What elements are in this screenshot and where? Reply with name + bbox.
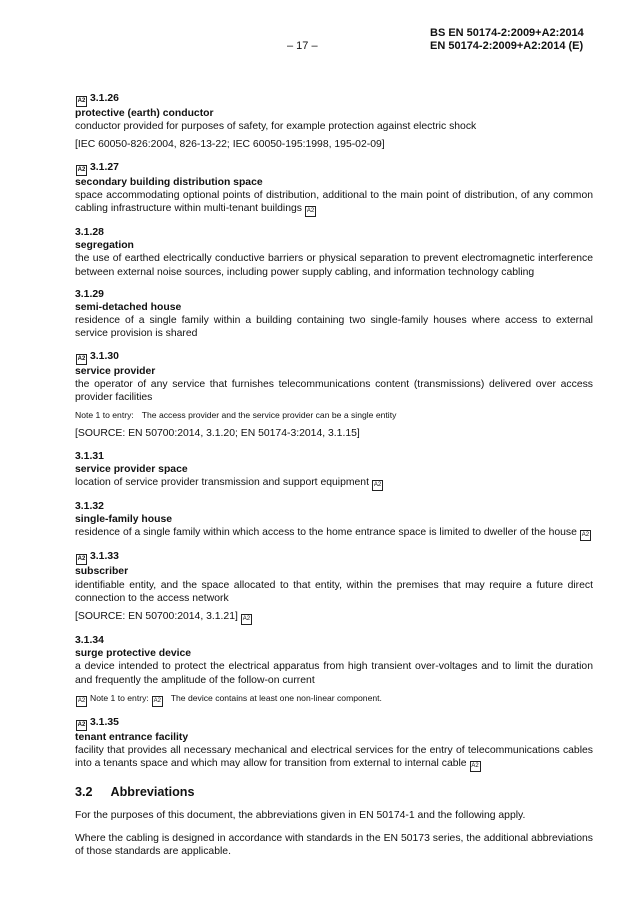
- entry-definition: location of service provider transmission and support equipment: [75, 477, 369, 489]
- amendment-end-marker: A2: [470, 761, 481, 772]
- section-number: 3.2: [75, 785, 93, 800]
- entry-source: [IEC 60050-826:2004, 826-13-22; IEC 60050-195:1998, 195-02-09]: [75, 139, 385, 151]
- definition-entry-3-1-31: [75, 450, 593, 491]
- amendment-start-marker: A2: [76, 96, 87, 107]
- entry-term: single-family house: [75, 514, 173, 526]
- definition-entry-3-1-32: [75, 500, 593, 541]
- note-text: The device contains at least one non-linear component.: [170, 692, 382, 703]
- entry-term: protective (earth) conductor: [75, 108, 214, 119]
- entry-number: 3.1.35: [90, 716, 119, 728]
- definition-entry-3-1-29: [75, 288, 593, 341]
- entry-number: 3.1.31: [75, 450, 104, 462]
- entry-source: [SOURCE: EN 50700:2014, 3.1.20; EN 50174-3:2014, 3.1.15]: [75, 428, 360, 440]
- entry-number: 3.1.34: [75, 635, 104, 647]
- amendment-start-marker: A2: [76, 720, 87, 731]
- note-text: The access provider and the service provider can be a single entity: [141, 410, 397, 421]
- entry-number: 3.1.33: [90, 551, 119, 563]
- entry-number: 3.1.27: [90, 161, 119, 173]
- amendment-start-marker: A2: [76, 354, 87, 365]
- entry-definition: identifiable entity, and the space allocated to that entity, within the premises that may require a future direct connection to the access network: [75, 579, 593, 604]
- document-body: [75, 92, 593, 868]
- definition-entry-3-1-26: [75, 92, 593, 152]
- amendment-end-marker: A2: [241, 614, 252, 625]
- entry-term: tenant entrance facility: [75, 731, 189, 743]
- entry-term: surge protective device: [75, 648, 192, 660]
- page-number: – 17 –: [287, 40, 318, 52]
- section-title: Abbreviations: [110, 785, 195, 800]
- entry-term: service provider: [75, 365, 156, 377]
- section-paragraph-1: For the purposes of this document, the abbreviations given in EN 50174-1 and the following apply.: [75, 809, 526, 821]
- standard-number-bs: BS EN 50174-2:2009+A2:2014: [430, 27, 584, 39]
- note-label: Note 1 to entry:: [75, 410, 134, 421]
- amendment-start-marker: A2: [76, 554, 87, 565]
- definition-entry-3-1-34: [75, 634, 593, 707]
- note-label: Note 1 to entry:: [90, 692, 149, 703]
- entry-number: 3.1.26: [90, 93, 119, 104]
- definition-entry-3-1-30: [75, 350, 593, 441]
- entry-definition: facility that provides all necessary mechanical and electrical services for the entry of telecommunications cables into a tenants space and which may allow for transition from external to internal cable: [75, 745, 593, 770]
- definition-entry-3-1-28: [75, 226, 593, 279]
- entry-definition: conductor provided for purposes of safety, for example protection against electric shock: [75, 121, 477, 133]
- definition-entry-3-1-33: [75, 550, 593, 625]
- entry-term: semi-detached house: [75, 302, 182, 314]
- entry-definition: residence of a single family within a building containing two single-family houses where access to external service provision is shared: [75, 315, 593, 340]
- amendment-end-marker: A2: [305, 206, 316, 217]
- amendment-start-marker: A2: [76, 696, 87, 707]
- entry-number: 3.1.30: [90, 350, 119, 362]
- amendment-end-marker: A2: [580, 530, 591, 541]
- entry-term: segregation: [75, 240, 134, 252]
- standard-number-en: EN 50174-2:2009+A2:2014 (E): [430, 40, 584, 52]
- section-paragraph-2: Where the cabling is designed in accordance with standards in the EN 50173 series, the additional abbreviations of those standards are applicable.: [75, 832, 593, 857]
- entry-definition: residence of a single family within which access to the home entrance space is limited to dweller of the house: [75, 527, 577, 539]
- entry-number: 3.1.29: [75, 288, 104, 300]
- amendment-start-marker: A2: [76, 165, 87, 176]
- entry-definition: the use of earthed electrically conductive barriers or physical separation to prevent electromagnetic interference between external noise sources, including power supply cabling, and information technology cabling: [75, 253, 593, 278]
- amendment-end-marker: A2: [372, 480, 383, 491]
- entry-number: 3.1.28: [75, 227, 104, 239]
- entry-note: [75, 409, 593, 422]
- amendment-end-marker: A2: [152, 696, 163, 707]
- entry-term: service provider space: [75, 463, 188, 475]
- definition-entry-3-1-27: [75, 161, 593, 217]
- entry-note: [75, 692, 593, 707]
- entry-term: secondary building distribution space: [75, 176, 263, 188]
- entry-definition: the operator of any service that furnishes telecommunications content (transmissions) delivered over access provider facilities: [75, 378, 593, 404]
- entry-source: [SOURCE: EN 50700:2014, 3.1.21]: [75, 611, 238, 623]
- entry-term: subscriber: [75, 566, 129, 578]
- section-heading: [75, 786, 593, 799]
- definition-entry-3-1-35: [75, 716, 593, 772]
- entry-definition: a device intended to protect the electrical apparatus from high transient over-voltages and to limit the duration and frequently the amplitude of the follow-on current: [75, 661, 593, 686]
- entry-definition: space accommodating optional points of distribution, additional to the main point of distribution, of any common cabling infrastructure within multi-tenant buildings: [75, 189, 593, 215]
- entry-number: 3.1.32: [75, 501, 104, 513]
